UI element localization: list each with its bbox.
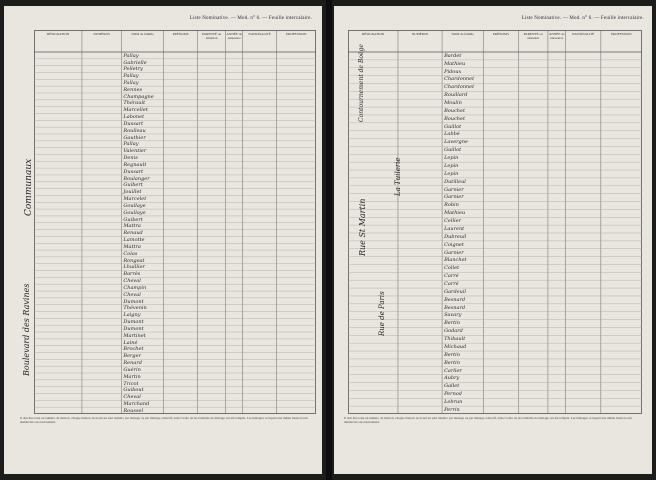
- table-border: [349, 31, 642, 414]
- column-header: NATIONALITÉ: [248, 32, 271, 36]
- family-name-cell: Colas: [123, 250, 138, 257]
- column-header: NATIONALITÉ: [571, 32, 595, 36]
- family-name-cell: Gabrielle: [123, 59, 147, 66]
- family-name-cell: Bardet: [444, 52, 462, 59]
- family-name-cell: Gallet: [444, 383, 460, 390]
- family-name-cell: Roulleau: [123, 127, 146, 134]
- family-name-cell: Bertin: [444, 359, 460, 366]
- family-name-cell: Roussel: [123, 407, 144, 414]
- family-name-cell: Champagne: [123, 93, 154, 100]
- column-header: PARENTÉ ou situation: [523, 32, 543, 40]
- family-name-cell: Bertin: [444, 351, 460, 358]
- census-table: [348, 30, 642, 414]
- family-name-cell: Jouillet: [123, 189, 142, 196]
- family-name-cell: Garnier: [444, 194, 464, 201]
- family-name-cell: Chardonnet: [444, 84, 475, 91]
- family-name-cell: Garnier: [444, 186, 464, 193]
- family-name-cell: Regnault: [123, 161, 147, 168]
- family-name-cell: Gauthier: [123, 134, 146, 141]
- family-name-cell: Moulin: [444, 100, 462, 106]
- family-name-cell: Aubry: [444, 375, 460, 382]
- family-name-cell: Dumont: [123, 319, 144, 326]
- footnote: Il doit être tenu un numéro de maison, chaque maison recevant un seul numéro par ménage ou par ménage collectif, dans l'ordre où les bulletins de ménage ont été remplis. Les ménages occupant une même maison sont numérotés successivement.: [20, 416, 308, 425]
- family-name-cell: Blanchet: [444, 257, 467, 264]
- family-name-cell: Champin: [123, 284, 147, 291]
- table-grid: [348, 30, 642, 414]
- column-header: PRÉNOMS: [172, 32, 189, 36]
- family-name-cell: Martinet: [123, 332, 146, 339]
- family-name-cell: Thérault: [123, 100, 146, 107]
- family-name-cell: Boulanger: [123, 175, 150, 182]
- family-name-cell: Lepin: [444, 170, 459, 177]
- family-name-cell: Cheval: [123, 278, 141, 285]
- family-name-cell: Pallay: [123, 80, 139, 86]
- family-name-cell: Pallay: [123, 73, 139, 80]
- family-name-cell: Mathieu: [444, 210, 466, 217]
- family-name-cell: Guibert: [123, 216, 143, 223]
- table-grid: [34, 30, 316, 414]
- family-name-cell: Labonet: [123, 114, 145, 121]
- table-border: [35, 31, 316, 414]
- page-gutter: [326, 0, 332, 480]
- family-name-cell: Garnier: [444, 249, 464, 256]
- family-name-cell: Denis: [123, 155, 138, 162]
- family-name-cell: Pallay: [123, 141, 139, 148]
- family-name-cell: Perrin: [444, 406, 460, 413]
- family-name-cell: Tricot: [123, 380, 139, 387]
- column-header: ANNÉE de naissance: [548, 32, 565, 40]
- family-name-cell: Lepin: [444, 155, 459, 162]
- column-header: PROFESSION: [286, 32, 307, 36]
- family-name-cell: Brochet: [123, 346, 144, 353]
- family-name-cell: Thévenin: [123, 305, 147, 312]
- page-header: Liste Nominative. — Mod. n° 6. — Feuille intercalaire.: [521, 16, 644, 21]
- family-name-cell: Savary: [444, 312, 462, 319]
- column-header: DÉSIGNATION: [361, 32, 385, 36]
- column-header: NOM de famille: [131, 32, 154, 36]
- family-name-cell: Labbé: [444, 131, 460, 138]
- family-name-cell: Rennes: [123, 86, 143, 93]
- family-name-cell: Pallay: [123, 52, 139, 59]
- column-header: NOM de famille: [451, 32, 474, 36]
- family-name-cell: Dussart: [123, 168, 144, 175]
- column-header: DÉSIGNATION: [46, 32, 70, 36]
- family-name-cell: Goullaye: [123, 202, 146, 209]
- family-name-cell: Laigny: [123, 312, 141, 319]
- column-header: PRÉNOMS: [492, 32, 509, 36]
- column-header: ANNÉE de naissance: [226, 32, 242, 40]
- census-table: [34, 30, 316, 414]
- family-name-cell: Marchand: [123, 401, 150, 408]
- family-name-cell: Dutilleul: [444, 178, 466, 185]
- family-name-cell: Laurent: [444, 225, 465, 232]
- family-name-cell: Guillot: [444, 147, 462, 154]
- family-name-cell: Bouchet: [444, 107, 465, 114]
- street-label-2: La Tuilerie: [394, 157, 402, 196]
- family-name-cell: Renaud: [123, 230, 143, 237]
- family-name-cell: Carré: [444, 273, 459, 280]
- family-name-cell: Guillot: [444, 123, 462, 130]
- family-name-cell: Dussart: [123, 120, 144, 127]
- family-name-cell: Martin: [123, 373, 141, 380]
- family-name-cell: Bouchet: [444, 115, 465, 122]
- family-name-cell: Collet: [444, 265, 460, 272]
- family-name-cell: Valentier: [123, 148, 147, 155]
- family-name-cell: Pernod: [444, 391, 462, 398]
- family-name-cell: Mattra: [123, 243, 141, 250]
- family-name-cell: Lavergne: [444, 139, 468, 146]
- family-name-cell: Guibout: [123, 387, 144, 394]
- family-name-cell: Guibert: [123, 182, 143, 189]
- family-name-cell: Marcellet: [123, 107, 148, 114]
- family-name-cell: Mathieu: [444, 60, 466, 67]
- family-name-cell: Lebrun: [444, 399, 463, 406]
- family-name-cell: Mattra: [123, 223, 141, 230]
- left-register-page: [4, 6, 322, 474]
- family-name-cell: Coignet: [444, 241, 464, 248]
- family-name-cell: Dumont: [123, 325, 144, 332]
- family-name-cell: Godard: [444, 328, 463, 335]
- family-name-cell: Lepin: [444, 162, 459, 169]
- family-name-cell: Barrès: [123, 271, 141, 278]
- street-label: Boulevard des Ravines: [22, 283, 31, 376]
- column-header: NUMÉROS: [93, 32, 110, 36]
- family-name-cell: Dumont: [123, 298, 144, 305]
- column-header: PROFESSION: [611, 32, 632, 36]
- family-name-cell: Carlier: [444, 367, 462, 374]
- family-name-cell: Besnard: [444, 296, 466, 303]
- column-header: PARENTÉ ou situation: [202, 32, 222, 40]
- family-name-cell: Cheval: [123, 394, 141, 401]
- family-name-cell: Goullaye: [123, 209, 146, 216]
- street-label: Rue St Martin: [358, 198, 367, 256]
- right-register-page: [334, 6, 652, 474]
- family-name-cell: Gardeuil: [444, 288, 467, 295]
- family-name-cell: Thibault: [444, 336, 466, 343]
- family-name-cell: Robin: [444, 202, 459, 209]
- family-name-cell: Bertin: [444, 320, 460, 327]
- family-name-cell: Carré: [444, 281, 459, 287]
- family-name-cell: Michaud: [444, 343, 467, 350]
- footnote: Il doit être tenu un numéro de maison, chaque maison recevant un seul numéro par ménage ou par ménage collectif, dans l'ordre où les bulletins de ménage ont été remplis. Les ménages occupant une même maison sont numérotés successivement.: [344, 416, 632, 425]
- family-name-cell: Cheval: [123, 291, 141, 298]
- family-name-cell: Marcelet: [123, 196, 147, 203]
- family-name-cell: Renard: [123, 360, 142, 367]
- family-name-cell: Cellier: [444, 218, 462, 225]
- family-name-cell: Pelletry: [123, 66, 143, 73]
- family-name-cell: Guérin: [123, 366, 141, 373]
- family-name-cell: Berger: [123, 353, 141, 360]
- family-name-cell: Rongeat: [123, 257, 145, 264]
- street-label-3: Rue de Paris: [378, 291, 386, 336]
- family-name-cell: Lamotte: [123, 237, 145, 244]
- family-name-cell: Lhuillier: [123, 264, 145, 271]
- column-header: NUMÉROS: [411, 32, 429, 36]
- family-name-cell: Besnard: [444, 304, 466, 311]
- family-name-cell: Pidoux: [444, 68, 462, 75]
- family-name-cell: Dubreuil: [444, 233, 467, 240]
- family-name-cell: Rouillard: [444, 92, 468, 99]
- family-name-cell: Lainé: [123, 339, 138, 346]
- page-header: Liste Nominative. — Mod. n° 6. — Feuille intercalaire.: [189, 16, 312, 21]
- district-label: Contournement de Boëge: [358, 44, 365, 122]
- family-name-cell: Chardonnet: [444, 76, 475, 83]
- district-label: Communaux: [24, 158, 34, 216]
